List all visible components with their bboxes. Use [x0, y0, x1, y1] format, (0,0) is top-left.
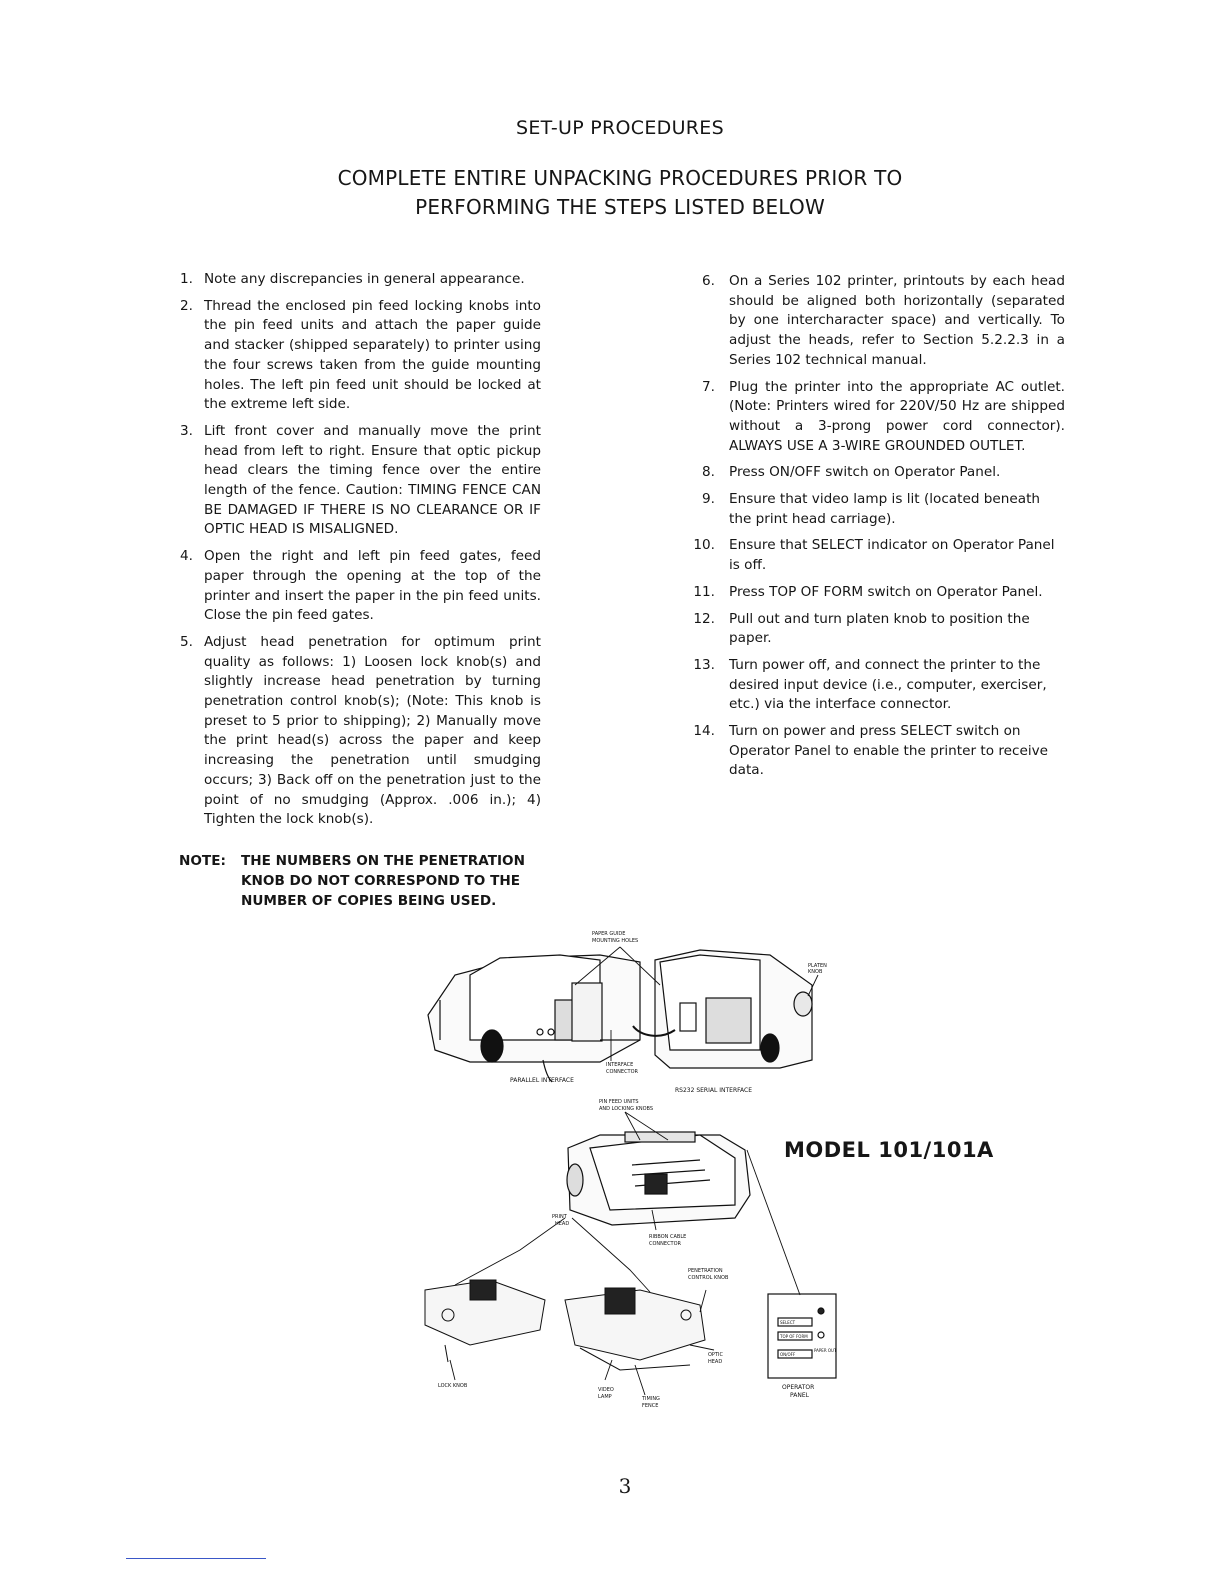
note-text: THE NUMBERS ON THE PENETRATION KNOB DO NOT CORRESPOND TO THE NUMBER OF COPIES BEING USED.	[241, 853, 525, 909]
label-parallel-interface: PARALLEL INTERFACE	[510, 1077, 574, 1084]
step-text: Open the right and left pin feed gates, feed paper through the opening at the top of the printer and insert the paper in the pin feed units. Close the pin feed gates.	[204, 548, 541, 624]
label-timing: TIMING	[642, 1396, 660, 1402]
label-paper-guide: PAPER GUIDE	[592, 931, 626, 937]
step-number: 11.	[693, 583, 715, 600]
label-interface-connector: CONNECTOR	[606, 1069, 639, 1075]
step-text: Adjust head penetration for optimum print quality as follows: 1) Loosen lock knob(s) and slightly increase head penetration by turning penetration control knob(s); (Note: This knob is preset to 5 prior to shipping); 2) Manually move the print head(s) across the paper and keep increasing the penetration until smudging occurs; 3) Back off on the penetration just to the point of no smudging (Approx. .006 in.); 4) Tighten the lock knob(s).	[204, 633, 541, 828]
step-text: Pull out and turn platen knob to position the paper.	[729, 610, 1030, 647]
step-text: Ensure that video lamp is lit (located beneath the print head carriage).	[729, 491, 1041, 527]
step-text: Turn on power and press SELECT switch on Operator Panel to enable the printer to receive data.	[729, 723, 1049, 779]
label-control-knob: CONTROL KNOB	[688, 1275, 729, 1281]
step-text: Plug the printer into the appropriate AC outlet. (Note: Printers wired for 220V/50 Hz are shipped without a 3-prong power cord connector). ALWAYS USE A 3-WIRE GROUNDED OUTLET.	[729, 378, 1065, 454]
model-label: MODEL 101/101A	[784, 1138, 994, 1162]
step-number: 8.	[702, 464, 715, 481]
step-number: 1.	[180, 271, 193, 287]
step-text: Press ON/OFF switch on Operator Panel.	[729, 464, 1001, 481]
label-ribbon-cable: RIBBON CABLE	[649, 1234, 687, 1240]
step-number: 6.	[702, 273, 715, 289]
label-head: HEAD	[555, 1221, 570, 1227]
center-printer-drawing	[567, 1132, 750, 1225]
label-video: VIDEO	[598, 1387, 614, 1393]
step-number: 13.	[693, 656, 715, 673]
label-optic-head: HEAD	[708, 1359, 723, 1365]
label-panel: PANEL	[790, 1392, 809, 1399]
step-text: Lift front cover and manually move the print head from left to right. Ensure that optic pickup head clears the timing fence over the entire length of the fence. Caution: TIMING FENCE CAN BE DAMAGED IF THERE IS NO CLEARANCE OR IF OPTIC HEAD IS MISALIGNED.	[204, 422, 541, 538]
panel-tof-label: TOP OF FORM	[780, 1334, 808, 1339]
label-print: PRINT	[552, 1214, 567, 1220]
step-text: On a Series 102 printer, printouts by each head should be aligned both horizontally (separated by one intercharacter space) and vertically. To adjust the heads, refer to Section 5.2.2.3 in a Series 102 technical manual.	[729, 273, 1065, 368]
page-title: SET-UP PROCEDURES	[516, 117, 724, 139]
panel-power-label: ON/OFF	[780, 1352, 796, 1357]
label-lamp: LAMP	[598, 1394, 612, 1400]
step-text: Thread the enclosed pin feed locking knobs into the pin feed units and attach the paper guide and stacker (shipped separately) to printer using the four screws taken from the guide mounting holes. The left pin feed unit should be locked at the extreme left side.	[204, 297, 541, 413]
label-locking-knobs: AND LOCKING KNOBS	[599, 1106, 654, 1112]
label-optic: OPTIC	[708, 1352, 723, 1358]
label-mounting-holes: MOUNTING HOLES	[592, 938, 639, 944]
step-text: Turn power off, and connect the printer to the desired input device (i.e., computer, exerciser, etc.) via the interface connector.	[729, 656, 1047, 713]
label-penetration: PENETRATION	[688, 1268, 723, 1274]
step-number: 7.	[702, 378, 715, 395]
step-number: 5.	[180, 633, 193, 650]
page-number: 3	[618, 1474, 632, 1498]
step-number: 9.	[702, 491, 715, 508]
subheading-line-1: COMPLETE ENTIRE UNPACKING PROCEDURES PRIOR TO	[337, 166, 903, 190]
label-platen: PLATEN	[808, 963, 827, 969]
print-head-assembly-drawing	[425, 1280, 705, 1370]
subheading-line-2: PERFORMING THE STEPS LISTED BELOW	[415, 195, 825, 219]
label-fence: FENCE	[642, 1403, 659, 1409]
step-number: 10.	[693, 537, 715, 554]
label-serial-interface: RS232 SERIAL INTERFACE	[675, 1087, 752, 1094]
label-lock-knob: LOCK KNOB	[438, 1383, 468, 1389]
step-text: Press TOP OF FORM switch on Operator Panel.	[729, 583, 1043, 600]
step-number: 14.	[693, 723, 715, 740]
step-number: 4.	[180, 548, 193, 565]
label-pin-feed: PIN FEED UNITS	[599, 1099, 639, 1105]
label-ribbon-connector: CONNECTOR	[649, 1241, 682, 1247]
panel-select-label: SELECT	[780, 1320, 796, 1325]
serial-printer-drawing	[633, 950, 812, 1068]
label-operator: OPERATOR	[782, 1384, 815, 1391]
step-number: 2.	[180, 297, 193, 314]
note-label: NOTE:	[179, 853, 226, 869]
panel-paper-label: PAPER OUT	[814, 1348, 837, 1353]
label-interface: INTERFACE	[606, 1062, 634, 1068]
step-text: Ensure that SELECT indicator on Operator Panel is off.	[729, 537, 1055, 574]
label-platen-knob: KNOB	[808, 969, 823, 975]
footer-divider	[126, 1558, 266, 1559]
step-number: 3.	[180, 422, 193, 439]
step-text: Note any discrepancies in general appearance.	[204, 271, 525, 287]
step-number: 12.	[693, 610, 715, 627]
